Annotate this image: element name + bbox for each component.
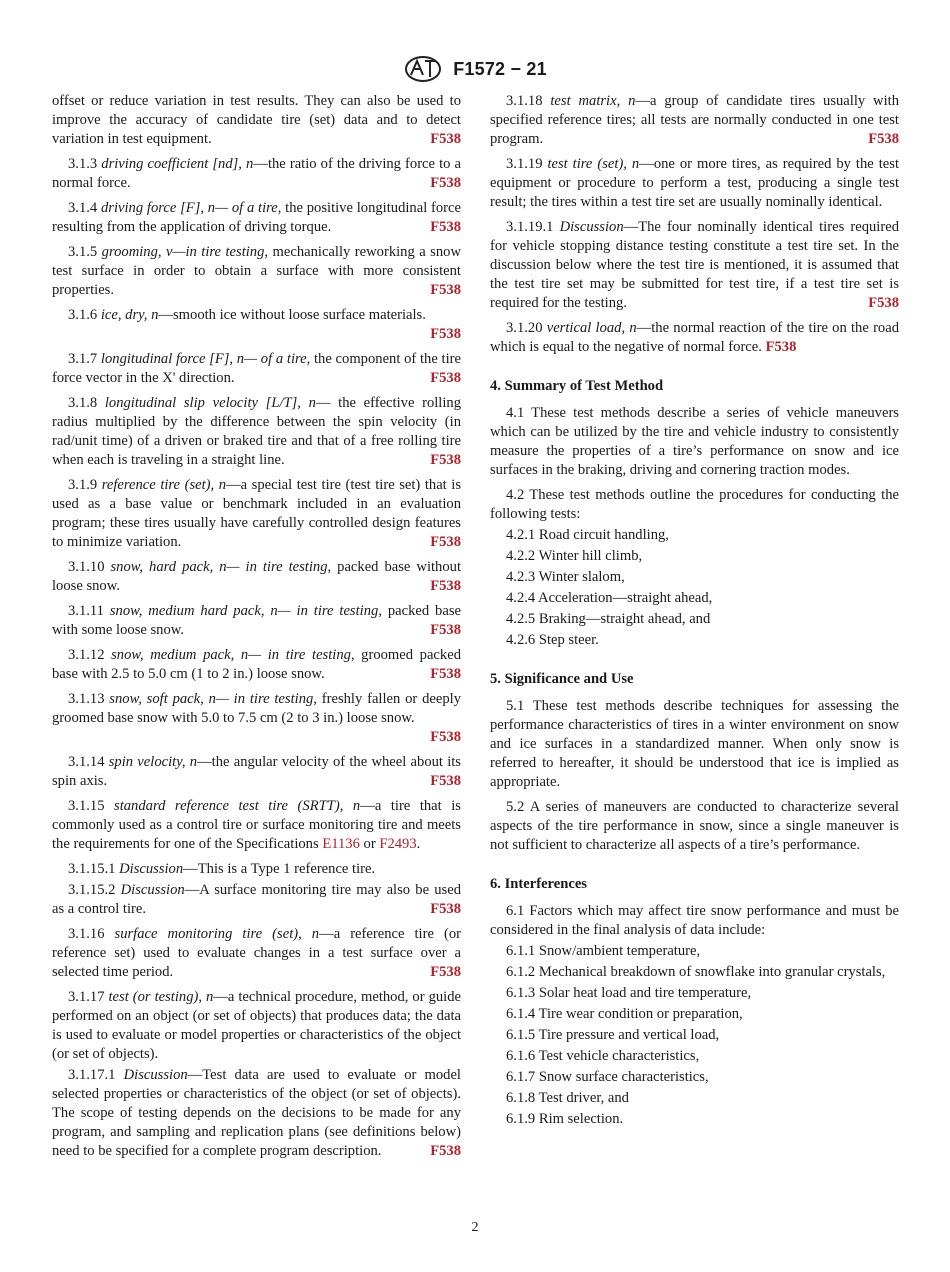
definition-3-1-19: 3.1.19 test tire (set), n—one or more tires, as required by the test equipment or procedure to perform a test, producing a single test result; the tires within a test tire set are usually nominally identical. — [490, 156, 899, 210]
ref-link-f538[interactable]: F538 — [430, 729, 461, 745]
ref-link-f538[interactable]: F538 — [430, 131, 461, 147]
section-heading-5: 5. Significance and Use — [490, 671, 634, 687]
ref-link-f538[interactable]: F538 — [430, 964, 461, 980]
astm-logo-icon — [403, 55, 443, 83]
section-heading-4: 4. Summary of Test Method — [490, 378, 664, 394]
ref-link-f538[interactable]: F538 — [430, 326, 461, 342]
right-column — [490, 92, 899, 1131]
paragraph: offset or reduce variation in test results. They can also be used to improve the accuracy of candidate tire (set) data and to detect variation in test equipment. F538 — [52, 93, 461, 147]
ref-link-f538[interactable]: F538 — [430, 622, 461, 638]
definition-3-1-6: 3.1.6 ice, dry, n—smooth ice without loose surface materials. F538 — [68, 307, 461, 342]
definition-3-1-20: 3.1.20 vertical load, n—the normal reaction of the tire on the road which is equal to the negative of normal force. F538 — [490, 320, 899, 355]
paragraph-4-2: 4.2 These test methods outline the procedures for conducting the following tests: — [490, 487, 899, 522]
list-item: 4.2.4 Acceleration—straight ahead, — [506, 590, 713, 606]
page-number: 2 — [471, 1220, 479, 1235]
list-item: 6.1.8 Test driver, and — [506, 1090, 629, 1106]
ref-link-f538[interactable]: F538 — [430, 901, 461, 917]
ref-link-f538[interactable]: F538 — [430, 1143, 461, 1159]
definition-3-1-15: 3.1.15 standard reference test tire (SRTT), n—a tire that is commonly used as a control tire or surface monitoring tire and meets the requirements for one of the Specifications E1136 or F2493. — [52, 798, 461, 852]
list-item: 6.1.2 Mechanical breakdown of snowflake into granular crystals, — [506, 964, 886, 980]
definition-3-1-4: 3.1.4 driving force [F], n— of a tire, the positive longitudinal force resulting from the application of driving torque. F538 — [52, 200, 461, 235]
ref-link-f538[interactable]: F538 — [430, 282, 461, 298]
ref-link-f538[interactable]: F538 — [868, 131, 899, 147]
definition-3-1-18: 3.1.18 test matrix, n—a group of candidate tires usually with specified reference tires; all tests are normally conducted in one test program. F538 — [490, 93, 899, 147]
discussion-3-1-19-1: 3.1.19.1 Discussion—The four nominally identical tires required for vehicle stopping distance testing constitute a test tire set. In the discussion below where the test tire is mentioned, it is assumed that the test tire set may be submitted for test tire, if a test tire set is required for the testing. F538 — [490, 219, 899, 311]
page-header — [0, 55, 950, 83]
definition-3-1-17: 3.1.17 test (or testing), n—a technical procedure, method, or guide performed on an object (or set of objects) that produces data; the data is used to evaluate or model properties or characteristics of the object (or set of objects). — [52, 989, 461, 1062]
definition-3-1-13: 3.1.13 snow, soft pack, n— in tire testing, freshly fallen or deeply groomed base snow with 5.0 to 7.5 cm (2 to 3 in.) loose snow. F538 — [52, 691, 461, 745]
list-item: 4.2.3 Winter slalom, — [506, 569, 625, 585]
ref-link-f538[interactable]: F538 — [430, 534, 461, 550]
list-item: 6.1.1 Snow/ambient temperature, — [506, 943, 701, 959]
paragraph-4-1: 4.1 These test methods describe a series of vehicle maneuvers which can be utilized by the tire and vehicle industry to consistently measure the properties of a tire’s performance on snow and ice surfaces in the braking, driving and cornering traction modes. — [490, 405, 899, 478]
discussion-3-1-17-1: 3.1.17.1 Discussion—Test data are used to evaluate or model selected properties or characteristics of the object (or set of objects). The scope of testing depends on the decisions to be made for any program, and sampling and replication plans (see definitions below) need to be specified for a complete program description. F538 — [52, 1067, 461, 1159]
list-item: 6.1.9 Rim selection. — [506, 1111, 624, 1127]
ref-link-f538[interactable]: F538 — [430, 666, 461, 682]
ref-link-f538[interactable]: F538 — [430, 175, 461, 191]
definition-3-1-9: 3.1.9 reference tire (set), n—a special test tire (test tire set) that is used as a base value or benchmark included in an evaluation program; these tires usually have carefully controlled design features to minimize variation. F538 — [52, 477, 462, 550]
ref-link-e1136[interactable]: E1136 — [322, 836, 360, 852]
ref-link-f538[interactable]: F538 — [430, 452, 461, 468]
definition-3-1-7: 3.1.7 longitudinal force [F], n— of a tire, the component of the tire force vector in the X' direction. F538 — [52, 351, 461, 386]
paragraph-5-1: 5.1 These test methods describe techniques for assessing the performance characteristics of tires in a winter environment on snow and ice surfaces in a standardized manner. When only snow is referred to hereafter, it should be understood that ice is implied as appropriate. — [490, 698, 899, 790]
definition-3-1-16: 3.1.16 surface monitoring tire (set), n—a reference tire (or reference set) used to evaluate changes in a test surface over a selected time period. F538 — [52, 926, 461, 980]
left-column — [52, 92, 461, 1167]
list-item: 4.2.2 Winter hill climb, — [506, 548, 643, 564]
list-item: 6.1.7 Snow surface characteristics, — [506, 1069, 709, 1085]
definition-3-1-5: 3.1.5 grooming, v—in tire testing, mechanically reworking a snow test surface in order to obtain a surface with more consistent properties. F538 — [52, 244, 461, 298]
list-item: 4.2.6 Step steer. — [506, 632, 599, 648]
list-item: 6.1.5 Tire pressure and vertical load, — [506, 1027, 720, 1043]
ref-link-f538[interactable]: F538 — [430, 773, 461, 789]
list-item: 4.2.1 Road circuit handling, — [506, 527, 669, 543]
definition-3-1-11: 3.1.11 snow, medium hard pack, n— in tire testing, packed base with some loose snow. F538 — [52, 603, 461, 638]
list-item: 6.1.6 Test vehicle characteristics, — [506, 1048, 700, 1064]
section-heading-6: 6. Interferences — [490, 876, 587, 892]
ref-link-f2493[interactable]: F2493 — [379, 836, 417, 852]
ref-link-f538[interactable]: F538 — [430, 578, 461, 594]
ref-link-f538[interactable]: F538 — [430, 370, 461, 386]
discussion-3-1-15-1: 3.1.15.1 Discussion—This is a Type 1 reference tire. — [68, 861, 376, 877]
discussion-3-1-15-2: 3.1.15.2 Discussion—A surface monitoring tire may also be used as a control tire. F538 — [52, 882, 461, 917]
list-item: 4.2.5 Braking—straight ahead, and — [506, 611, 711, 627]
definition-3-1-3: 3.1.3 driving coefficient [nd], n—the ratio of the driving force to a normal force. F538 — [52, 156, 461, 191]
list-item: 6.1.4 Tire wear condition or preparation, — [506, 1006, 743, 1022]
ref-link-f538[interactable]: F538 — [868, 295, 899, 311]
paragraph-5-2: 5.2 A series of maneuvers are conducted to characterize several aspects of the tire performance in snow, since a single maneuver is not sufficient to characterize all aspects of a tire’s performance. — [490, 799, 899, 853]
list-item: 6.1.3 Solar heat load and tire temperature, — [506, 985, 752, 1001]
definition-3-1-14: 3.1.14 spin velocity, n—the angular velocity of the wheel about its spin axis. F538 — [52, 754, 461, 789]
definition-3-1-8: 3.1.8 longitudinal slip velocity [L/T], n— the effective rolling radius multiplied by the difference between the spin velocity (in rad/unit time) of a driven or braked tire and that of a free rolling tire when each is traveling in a straight line. F538 — [52, 395, 461, 468]
ref-link-f538[interactable]: F538 — [765, 339, 797, 355]
document-id: F1572 − 21 — [453, 58, 547, 79]
definition-3-1-12: 3.1.12 snow, medium pack, n— in tire testing, groomed packed base with 2.5 to 5.0 cm (1 to 2 in.) loose snow. F538 — [52, 647, 461, 682]
paragraph-6-1: 6.1 Factors which may affect tire snow performance and must be considered in the final analysis of data include: — [490, 903, 899, 938]
ref-link-f538[interactable]: F538 — [430, 219, 461, 235]
definition-3-1-10: 3.1.10 snow, hard pack, n— in tire testing, packed base without loose snow. F538 — [52, 559, 461, 594]
